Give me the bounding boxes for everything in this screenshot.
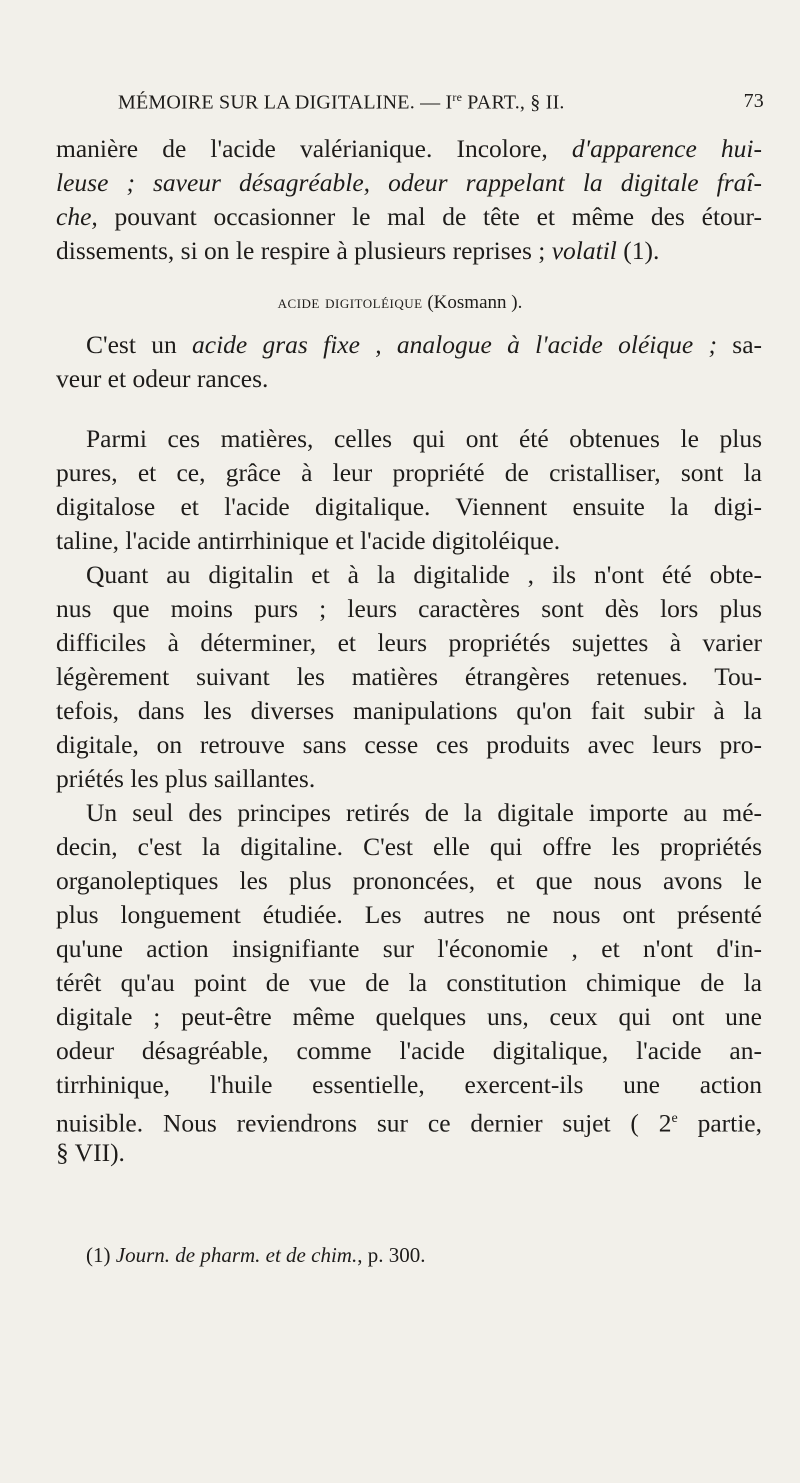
text-line: digitale ; peut-être même quelques uns, ceux qui ont une xyxy=(56,1002,762,1031)
footnote: (1) Journ. de pharm. et de chim., p. 300. xyxy=(86,1243,426,1267)
text-line: légèrement suivant les matières étrangères retenues. Tou- xyxy=(56,662,762,691)
text-line: térêt qu'au point de vue de la constitution chimique de la xyxy=(56,968,762,997)
text-line: difficiles à déterminer, et leurs propriétés sujettes à varier xyxy=(56,628,762,657)
text-line: manière de l'acide valérianique. Incolore, d'apparence hui- xyxy=(56,134,762,163)
text-line: nuisible. Nous reviendrons sur ce dernier sujet ( 2e partie, xyxy=(56,1108,762,1138)
text-line: § VII). xyxy=(56,1138,125,1167)
text-line: qu'une action insignifiante sur l'économie , et n'ont d'in- xyxy=(56,934,762,963)
text-line: tefois, dans les diverses manipulations qu'on fait subir à la xyxy=(56,696,762,725)
text-line: tirrhinique, l'huile essentielle, exercent-ils une action xyxy=(56,1070,762,1099)
section-heading: acide digitoléique (Kosmann ). xyxy=(277,292,523,313)
text-line: Quant au digitalin et à la digitalide , ils n'ont été obte- xyxy=(86,560,762,589)
text-line: taline, l'acide antirrhinique et l'acide digitoléique. xyxy=(56,526,561,555)
text-line: leuse ; saveur désagréable, odeur rappelant la digitale fraî- xyxy=(56,168,762,197)
text-line: priétés les plus saillantes. xyxy=(56,764,316,793)
text-line: che, pouvant occasionner le mal de tête et même des étour- xyxy=(56,202,762,231)
text-line: digitalose et l'acide digitalique. Viennent ensuite la digi- xyxy=(56,492,762,521)
text-line: organoleptiques les plus prononcées, et que nous avons le xyxy=(56,866,762,895)
text-line: odeur désagréable, comme l'acide digitalique, l'acide an- xyxy=(56,1036,762,1065)
text-line: Un seul des principes retirés de la digitale importe au mé- xyxy=(86,798,762,827)
text-line: dissements, si on le respire à plusieurs reprises ; volatil (1). xyxy=(56,236,660,265)
running-title: MÉMOIRE SUR LA DIGITALINE. — Ire PART., § II. xyxy=(118,90,565,114)
text-line: decin, c'est la digitaline. C'est elle qui offre les propriétés xyxy=(56,832,762,861)
text-line: plus longuement étudiée. Les autres ne nous ont présenté xyxy=(56,900,762,929)
text-line: nus que moins purs ; leurs caractères sont dès lors plus xyxy=(56,594,762,623)
text-line: digitale, on retrouve sans cesse ces produits avec leurs pro- xyxy=(56,730,762,759)
text-line: Parmi ces matières, celles qui ont été obtenues le plus xyxy=(86,424,762,453)
text-line: pures, et ce, grâce à leur propriété de cristalliser, sont la xyxy=(56,458,762,487)
text-line: C'est un acide gras fixe , analogue à l'acide oléique ; sa- xyxy=(86,330,763,359)
text-line: veur et odeur rances. xyxy=(56,364,269,393)
page-number: 73 xyxy=(743,90,764,112)
